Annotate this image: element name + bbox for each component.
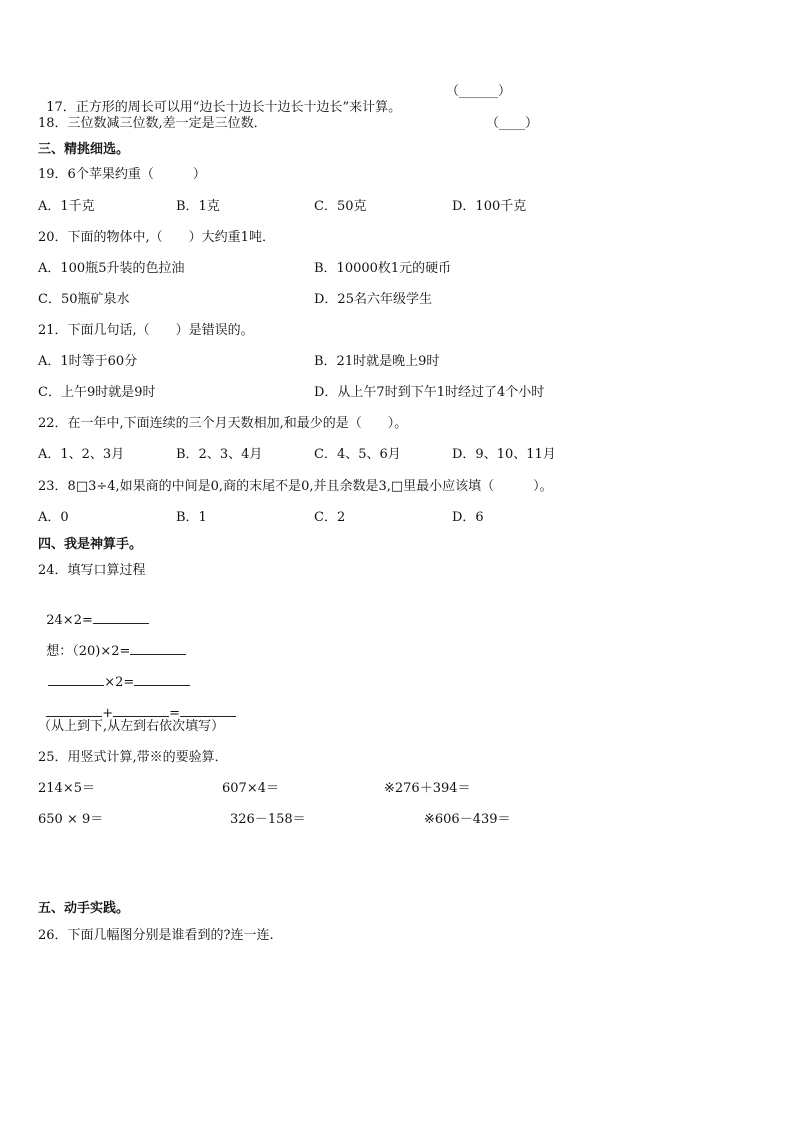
question-22-stem: 22．在一年中,下面连续的三个月天数相加,和最少的是（ ）。 [38,416,408,431]
question-22-option-d: D．9、10、11月 [452,447,556,462]
question-20-option-a: A．100瓶5升装的色拉油 [38,261,185,276]
question-24-note: （从上到下,从左到右依次填写） [38,719,225,734]
answer-blank[interactable] [93,611,149,624]
question-18-answer-paren: （____） [486,116,539,131]
question-22-option-c: C．4、5、6月 [314,447,401,462]
question-24-line-4 [38,688,236,722]
question-20-option-c: C．50瓶矿泉水 [38,292,130,307]
answer-blank[interactable] [134,673,190,686]
question-23-option-b: B．1 [176,510,207,525]
question-21-option-c: C．上午9时就是9时 [38,385,156,400]
question-17 [38,84,401,116]
question-20-option-d: D．25名六年级学生 [314,292,432,307]
question-24-line-1 [38,595,149,629]
answer-blank[interactable] [46,704,102,717]
question-25-item-1: 214×5＝ [38,781,95,796]
section-4-heading: 四、我是神算手。 [38,537,143,552]
question-24-times-two: ×2= [104,675,135,690]
question-21-option-b: B．21时就是晚上9时 [314,354,440,369]
question-23-option-c: C．2 [314,510,346,525]
question-19-stem: 19．6个苹果约重（ ） [38,167,206,182]
question-20-option-b: B．10000枚1元的硬币 [314,261,452,276]
question-23-option-d: D．6 [452,510,484,525]
question-19-option-a: A．1千克 [38,199,95,214]
question-19-option-b: B．1克 [176,199,220,214]
equals-sign: = [169,706,181,721]
question-24-line-2 [38,626,186,660]
question-17-text: 17．正方形的周长可以用“边长十边长十边长十边长”来计算。 [46,100,402,115]
question-25-item-6: ※606－439＝ [424,812,511,827]
section-3-heading: 三、精挑细选。 [38,142,130,157]
plus-sign: + [102,706,114,721]
question-24-expression-1: 24×2= [46,613,93,628]
question-25-title: 25．用竖式计算,带※的要验算． [38,750,228,765]
question-23-stem: 23．8□3÷4,如果商的中间是0,商的末尾不是0,并且余数是3,□里最小应该填（ ）。 [38,479,553,494]
question-21-option-a: A．1时等于60分 [38,354,138,369]
answer-blank[interactable] [130,642,186,655]
question-24-title: 24．填写口算过程 [38,563,146,578]
question-19-option-d: D．100千克 [452,199,527,214]
question-25-item-3: ※276＋394＝ [384,781,471,796]
question-18-text: 18．三位数减三位数,差一定是三位数． [38,116,267,131]
question-23-option-a: A．0 [38,510,69,525]
question-21-stem: 21．下面几句话,（ ）是错误的。 [38,323,254,338]
question-21-option-d: D．从上午7时到下午1时经过了4个小时 [314,385,545,400]
question-22-option-a: A．1、2、3月 [38,447,125,462]
question-25-item-5: 326－158＝ [230,812,306,827]
answer-blank[interactable] [48,673,104,686]
section-5-heading: 五、动手实践。 [38,901,130,916]
question-25-item-2: 607×4＝ [222,781,279,796]
question-25-item-4: 650 × 9＝ [38,812,104,827]
question-17-answer-paren: （______） [446,84,512,99]
question-24-expression-2: 想：（20)×2= [46,644,131,659]
question-22-option-b: B．2、3、4月 [176,447,263,462]
question-19-option-c: C．50克 [314,199,367,214]
question-24-line-3 [40,657,190,691]
answer-blank[interactable] [180,704,236,717]
question-20-stem: 20．下面的物体中,（ ）大约重1吨． [38,230,275,245]
answer-blank[interactable] [113,704,169,717]
question-26-text: 26．下面几幅图分别是谁看到的?连一连. [38,928,274,943]
